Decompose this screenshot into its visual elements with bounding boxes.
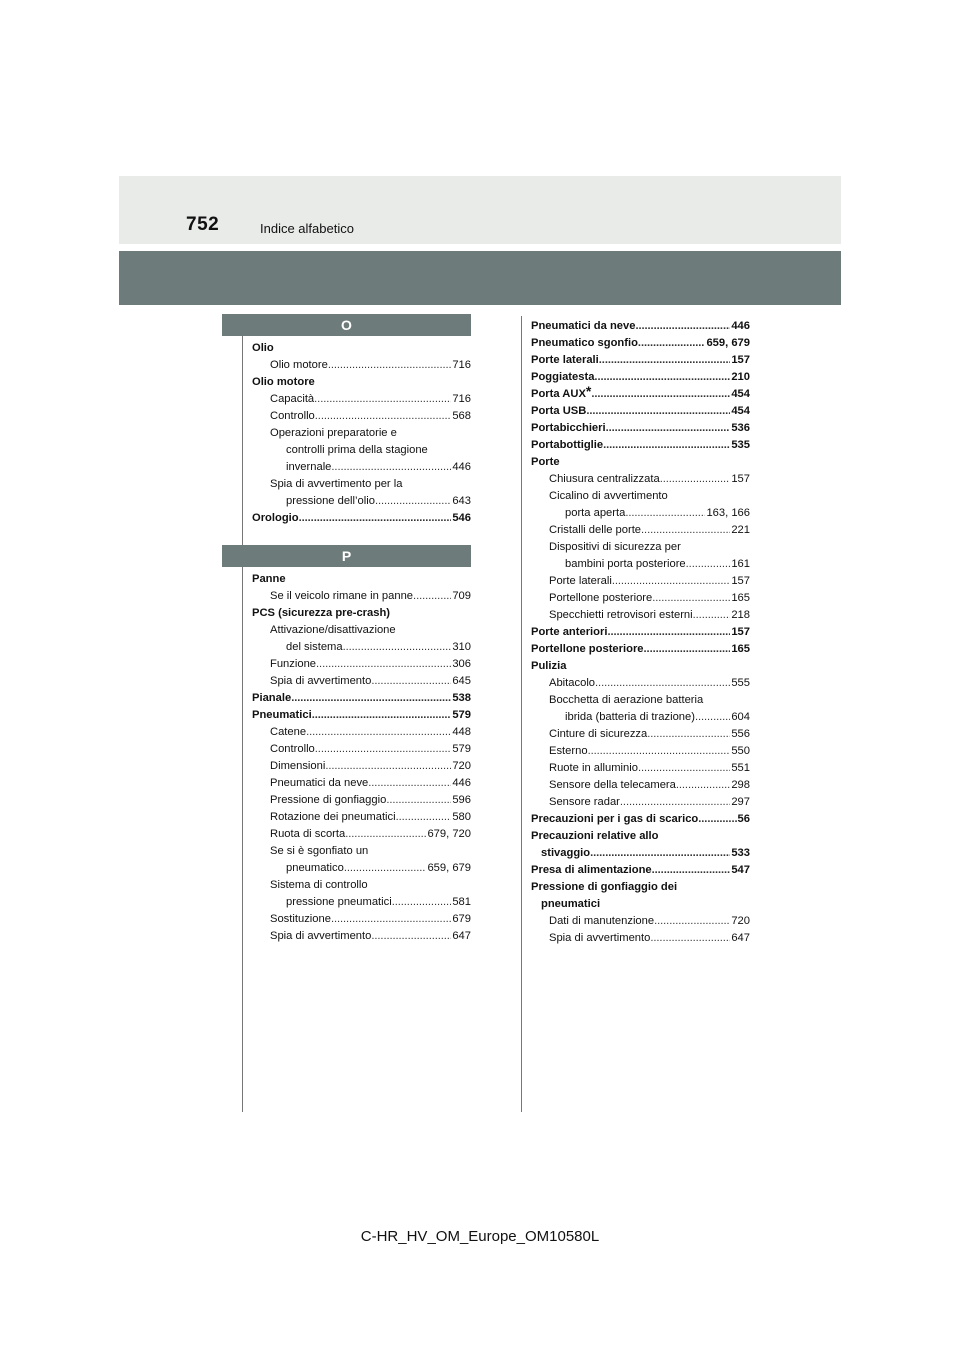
index-entry: Porta AUX * . . . 454 — [531, 386, 750, 403]
dot-leader — [314, 391, 451, 408]
entry-label: Olio — [252, 342, 274, 354]
entry-page: 647 — [452, 930, 471, 942]
entry-label: invernale — [286, 461, 332, 473]
entry-label: Rotazione dei pneumatici — [270, 811, 396, 823]
dot-leader — [392, 894, 452, 911]
entry-label: Se il veicolo rimane in panne — [270, 590, 414, 602]
index-entry — [252, 724, 471, 741]
index-entry — [252, 775, 471, 792]
dot-leader — [371, 673, 451, 690]
index-entry — [531, 454, 750, 471]
entry-label: Olio motore — [270, 359, 328, 371]
index-entry — [252, 639, 471, 656]
dot-leader — [299, 510, 452, 527]
entry-page: 568 — [452, 410, 471, 422]
dot-leader — [686, 556, 731, 573]
entry-label: Pneumatici — [252, 709, 312, 721]
index-entry — [531, 726, 750, 743]
entry-page: 720 — [452, 760, 471, 772]
section-header-o: O — [222, 314, 471, 336]
entry-label: Porte laterali — [549, 575, 612, 587]
entry-page: 157 — [731, 575, 750, 587]
entry-label: Esterno — [549, 745, 588, 757]
index-entry — [252, 928, 471, 945]
dot-leader — [594, 369, 730, 386]
index-entry — [531, 862, 750, 879]
entry-page: 210 — [731, 371, 750, 383]
dot-leader — [312, 707, 452, 724]
index-entry — [252, 860, 471, 877]
entry-page: 297 — [731, 796, 750, 808]
dot-leader — [396, 809, 452, 826]
entry-page: 546 — [452, 512, 471, 524]
entry-page: 157 — [731, 354, 750, 366]
index-entry — [252, 340, 471, 357]
entry-page: 446 — [731, 320, 750, 332]
dot-leader — [647, 726, 730, 743]
entry-page: 448 — [452, 726, 471, 738]
index-entry — [252, 894, 471, 911]
dot-leader — [325, 758, 451, 775]
entry-page: 645 — [452, 675, 471, 687]
dot-leader — [591, 386, 730, 403]
index-entry — [252, 843, 471, 860]
entry-page: 596 — [452, 794, 471, 806]
entry-label: pressione pneumatici — [286, 896, 392, 908]
entry-label: Porte laterali — [531, 354, 599, 366]
entry-page: 647 — [731, 932, 750, 944]
index-entry — [531, 352, 750, 369]
dot-leader — [315, 408, 452, 425]
entry-label: Chiusura centralizzata — [549, 473, 660, 485]
index-entry — [531, 777, 750, 794]
entry-label: stivaggio — [541, 847, 591, 859]
entry-page: 454 — [731, 405, 750, 417]
entry-label: Controllo — [270, 743, 315, 755]
entry-label: Spia di avvertimento — [270, 930, 372, 942]
index-entry — [252, 690, 471, 707]
entry-label: Attivazione/disattivazione — [270, 624, 396, 636]
entry-page: 163, 166 — [706, 507, 750, 519]
entry-label: Panne — [252, 573, 286, 585]
index-entry — [531, 675, 750, 692]
entry-page: 579 — [452, 743, 471, 755]
dot-leader — [641, 522, 730, 539]
entry-page: 310 — [452, 641, 471, 653]
entry-label: Bocchetta di aerazione batteria — [549, 694, 704, 706]
entry-label: Porta AUX — [531, 388, 586, 400]
index-entry — [531, 403, 750, 420]
entry-label: bambini porta posteriore — [565, 558, 686, 570]
index-entry — [252, 459, 471, 476]
entry-page: 536 — [731, 422, 750, 434]
entry-page: 679, 720 — [427, 828, 471, 840]
dot-leader — [386, 792, 451, 809]
entry-label: Catene — [270, 726, 307, 738]
entry-page: 446 — [452, 461, 471, 473]
index-entry — [531, 471, 750, 488]
entry-page: 533 — [731, 847, 750, 859]
entry-page: 161 — [731, 558, 750, 570]
dot-leader — [315, 741, 452, 758]
entry-label: Capacità — [270, 393, 315, 405]
entry-page: 556 — [731, 728, 750, 740]
entry-label: Dimensioni — [270, 760, 326, 772]
index-entry — [531, 879, 750, 896]
dot-leader — [331, 911, 451, 928]
dot-leader — [693, 607, 731, 624]
index-entry — [531, 522, 750, 539]
entry-page: 298 — [731, 779, 750, 791]
column-rule-left — [242, 316, 243, 1112]
index-entry — [252, 911, 471, 928]
column-rule-right — [521, 316, 522, 1112]
entry-label: Ruote in alluminio — [549, 762, 638, 774]
entry-label: Sistema di controllo — [270, 879, 368, 891]
entry-page: 550 — [731, 745, 750, 757]
dot-leader — [371, 928, 451, 945]
index-entry — [252, 758, 471, 775]
dot-leader — [676, 777, 730, 794]
index-entry — [252, 877, 471, 894]
entry-page: 538 — [452, 692, 471, 704]
entry-page: 720 — [731, 915, 750, 927]
header-dark-band — [119, 251, 841, 305]
index-entry — [531, 811, 750, 828]
dot-leader — [291, 690, 451, 707]
index-entry — [531, 709, 750, 726]
entry-label: Porte — [531, 456, 560, 468]
index-entry — [252, 357, 471, 374]
index-entry — [531, 743, 750, 760]
entry-label: Pressione di gonfiaggio dei — [531, 881, 678, 893]
index-entry — [252, 442, 471, 459]
dot-leader — [316, 656, 451, 673]
entry-page: 659, 679 — [427, 862, 471, 874]
entry-page: 604 — [731, 711, 750, 723]
entry-label: Precauzioni per i gas di scarico — [531, 813, 699, 825]
entry-page: 551 — [731, 762, 750, 774]
dot-leader — [368, 775, 451, 792]
index-entry — [531, 369, 750, 386]
dot-leader — [644, 641, 731, 658]
dot-leader — [603, 437, 730, 454]
entry-page: 716 — [452, 393, 471, 405]
index-entry — [531, 658, 750, 675]
index-entry — [252, 707, 471, 724]
section-header-p: P — [222, 545, 471, 567]
index-entry — [252, 826, 471, 843]
entry-page: 157 — [731, 626, 750, 638]
index-entry — [531, 692, 750, 709]
entry-label: Pressione di gonfiaggio — [270, 794, 387, 806]
entry-label: ibrida (batteria di trazione) — [565, 711, 695, 723]
entry-label: pneumatici — [541, 898, 601, 910]
page-title: Indice alfabetico — [260, 221, 354, 236]
entry-page: 679 — [452, 913, 471, 925]
dot-leader — [595, 675, 730, 692]
dot-leader — [586, 403, 730, 420]
entry-label: Dati di manutenzione — [549, 915, 655, 927]
index-entry — [252, 510, 471, 527]
entry-label: Controllo — [270, 410, 315, 422]
dot-leader — [652, 862, 731, 879]
entry-label: Pulizia — [531, 660, 567, 672]
index-entry — [531, 641, 750, 658]
entry-label: Olio motore — [252, 376, 315, 388]
index-entry — [531, 607, 750, 624]
entry-page: 579 — [452, 709, 471, 721]
entry-page: 157 — [731, 473, 750, 485]
index-entry — [252, 792, 471, 809]
index-entry — [531, 624, 750, 641]
index-entry — [252, 809, 471, 826]
dot-leader — [375, 493, 451, 510]
entry-label: Dispositivi di sicurezza per — [549, 541, 681, 553]
dot-leader — [625, 505, 705, 522]
entry-label: Portellone posteriore — [549, 592, 653, 604]
entry-label: Presa di alimentazione — [531, 864, 652, 876]
entry-label: Pneumatici da neve — [270, 777, 369, 789]
entry-label: Pneumatici da neve — [531, 320, 636, 332]
entry-label: Porta USB — [531, 405, 587, 417]
dot-leader — [590, 845, 730, 862]
entry-page: 581 — [452, 896, 471, 908]
entry-label: Poggiatesta — [531, 371, 595, 383]
entry-label: Spia di avvertimento per la — [270, 478, 403, 490]
entry-page: 643 — [452, 495, 471, 507]
entry-label: porta aperta — [565, 507, 626, 519]
index-entry — [531, 437, 750, 454]
dot-leader — [328, 357, 452, 374]
dot-leader — [635, 318, 730, 335]
index-entry — [531, 590, 750, 607]
dot-leader — [620, 794, 730, 811]
index-entry — [531, 539, 750, 556]
index-entry — [531, 828, 750, 845]
index-entry — [252, 425, 471, 442]
entry-label: Spia di avvertimento — [270, 675, 372, 687]
index-entry — [531, 420, 750, 437]
index-entry — [252, 588, 471, 605]
dot-leader — [695, 709, 730, 726]
entry-label: Porte anteriori — [531, 626, 608, 638]
dot-leader — [344, 860, 427, 877]
index-entry — [531, 488, 750, 505]
index-entry — [531, 573, 750, 590]
dot-leader — [606, 420, 731, 437]
index-entry — [252, 493, 471, 510]
entry-label: Orologio — [252, 512, 299, 524]
entry-label: Ruota di scorta — [270, 828, 346, 840]
index-entry — [252, 476, 471, 493]
entry-page: 580 — [452, 811, 471, 823]
entry-label: Specchietti retrovisori esterni — [549, 609, 693, 621]
dot-leader — [638, 760, 730, 777]
dot-leader — [650, 930, 730, 947]
entry-label: controlli prima della stagione — [286, 444, 428, 456]
entry-label: Pianale — [252, 692, 292, 704]
index-entry — [531, 556, 750, 573]
index-list-right — [531, 318, 750, 947]
page-number: 752 — [186, 214, 220, 235]
entry-label: Operazioni preparatorie e — [270, 427, 397, 439]
index-entry — [531, 794, 750, 811]
entry-page: 165 — [731, 592, 750, 604]
entry-page: 659, 679 — [706, 337, 750, 349]
dot-leader — [607, 624, 730, 641]
dot-leader — [698, 811, 736, 828]
index-entry — [252, 622, 471, 639]
dot-leader — [612, 573, 731, 590]
entry-label: Cristalli delle porte — [549, 524, 642, 536]
index-entry — [531, 913, 750, 930]
entry-label: Portabottiglie — [531, 439, 604, 451]
entry-page: 555 — [731, 677, 750, 689]
entry-page: 709 — [452, 590, 471, 602]
entry-page: 56 — [737, 813, 750, 825]
index-entry — [531, 896, 750, 913]
index-entry — [252, 741, 471, 758]
entry-label: pneumatico — [286, 862, 344, 874]
index-entry — [252, 571, 471, 588]
entry-page: 306 — [452, 658, 471, 670]
index-entry — [531, 930, 750, 947]
entry-label: del sistema — [286, 641, 343, 653]
entry-label: Cicalino di avvertimento — [549, 490, 668, 502]
dot-leader — [638, 335, 706, 352]
entry-page: 165 — [731, 643, 750, 655]
dot-leader — [345, 826, 426, 843]
dot-leader — [599, 352, 731, 369]
index-entry — [252, 673, 471, 690]
entry-label: Precauzioni relative allo — [531, 830, 659, 842]
index-list-p — [252, 571, 471, 945]
entry-label: Se si è sgonfiato un — [270, 845, 369, 857]
dot-leader — [306, 724, 451, 741]
dot-leader — [588, 743, 731, 760]
entry-label: Portellone posteriore — [531, 643, 644, 655]
index-entry — [252, 391, 471, 408]
entry-label: Portabicchieri — [531, 422, 606, 434]
entry-page: 535 — [731, 439, 750, 451]
entry-label: Spia di avvertimento — [549, 932, 651, 944]
entry-page: 446 — [452, 777, 471, 789]
entry-page: 454 — [731, 388, 750, 400]
dot-leader — [652, 590, 730, 607]
index-entry — [531, 335, 750, 352]
dot-leader — [343, 639, 452, 656]
document-code: C-HR_HV_OM_Europe_OM10580L — [360, 1228, 600, 1245]
index-entry — [531, 845, 750, 862]
entry-label: Abitacolo — [549, 677, 596, 689]
dot-leader — [331, 459, 451, 476]
index-entry — [252, 656, 471, 673]
index-entry — [531, 505, 750, 522]
dot-leader — [413, 588, 451, 605]
entry-label: Cinture di sicurezza — [549, 728, 648, 740]
entry-label: Pneumatico sgonfio — [531, 337, 638, 349]
index-entry — [531, 318, 750, 335]
entry-page: 221 — [731, 524, 750, 536]
entry-label: pressione dell’olio — [286, 495, 375, 507]
index-entry — [252, 374, 471, 391]
entry-label: Sostituzione — [270, 913, 331, 925]
dot-leader — [660, 471, 731, 488]
index-entry — [252, 408, 471, 425]
entry-label: Funzione — [270, 658, 317, 670]
entry-label: Sensore della telecamera — [549, 779, 676, 791]
entry-page: 218 — [731, 609, 750, 621]
entry-label: Sensore radar — [549, 796, 620, 808]
entry-page: 716 — [452, 359, 471, 371]
header-band — [119, 176, 841, 244]
index-entry — [252, 605, 471, 622]
entry-page: 547 — [731, 864, 750, 876]
dot-leader — [654, 913, 730, 930]
index-entry — [531, 760, 750, 777]
entry-label: PCS (sicurezza pre-crash) — [252, 607, 391, 619]
index-list-o — [252, 340, 471, 527]
